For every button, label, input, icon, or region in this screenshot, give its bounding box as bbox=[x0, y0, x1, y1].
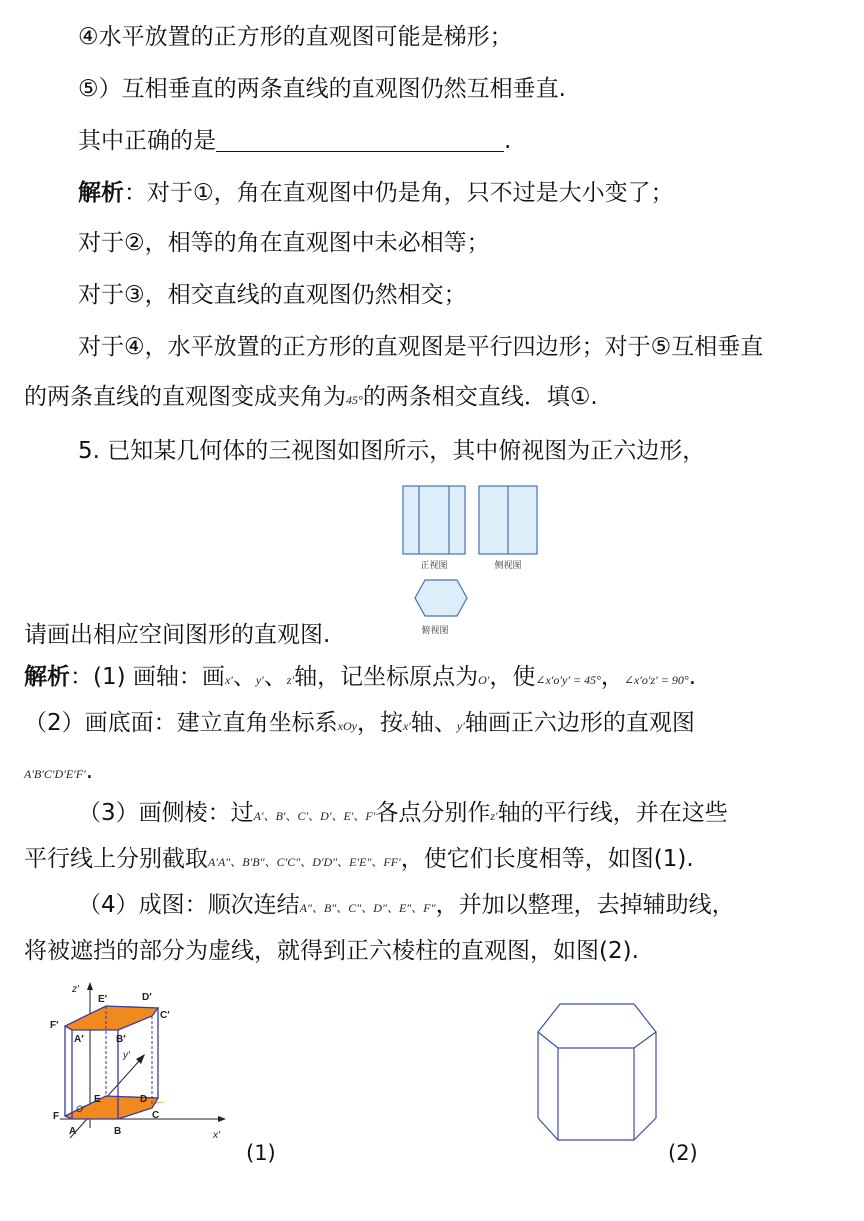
line-analysis-2: 对于②，相等的角在直观图中未必相等； bbox=[78, 230, 490, 256]
line-problem-5-end: 请画出相应空间图形的直观图. bbox=[24, 622, 331, 648]
front-view bbox=[403, 486, 465, 554]
side-view-label: 侧视图 bbox=[494, 560, 522, 570]
line-solution-2: （2）画底面：建立直角坐标系xOy，按x′轴、y′轴画正六边形的直观图 bbox=[24, 710, 695, 736]
z-axis-arrow-icon bbox=[87, 982, 93, 990]
top-view-hexagon bbox=[415, 580, 467, 616]
label-top-f: F′ bbox=[50, 1020, 59, 1031]
label-bottom-e: E bbox=[94, 1094, 101, 1105]
figure-2-caption: (2) bbox=[668, 1141, 698, 1165]
top-hexagon bbox=[65, 1006, 158, 1030]
label-bottom-c: C bbox=[152, 1110, 160, 1121]
side-view bbox=[479, 486, 537, 554]
label-top-c: C′ bbox=[160, 1010, 170, 1021]
front-view-label: 正视图 bbox=[420, 560, 448, 570]
prism-bottom-edges bbox=[538, 1118, 656, 1140]
label-top-a: A′ bbox=[74, 1034, 84, 1045]
label-bottom-f: F bbox=[53, 1111, 60, 1122]
line-solution-4b: 将被遮挡的部分为虚线，就得到正六棱柱的直观图，如图(2). bbox=[24, 938, 639, 964]
prism-top-face bbox=[538, 1004, 656, 1048]
line-solution-1: 解析：(1) 画轴：画x′、y′、z′轴，记坐标原点为O′，使∠x′o′y′ = 45°，∠x′o′z′ = 90°. bbox=[24, 664, 697, 690]
three-views-figure bbox=[395, 478, 555, 643]
top-view-label: 俯视图 bbox=[421, 625, 449, 635]
figure-1-caption: (1) bbox=[246, 1141, 276, 1165]
line-solution-3b: 平行线上分别截取A′A″、B′B″、C′C″、D′D″、E′E″、FF′，使它们长度相等，如图(1). bbox=[24, 846, 694, 872]
label-top-b: B′ bbox=[116, 1034, 126, 1045]
label-bottom-b: B bbox=[114, 1126, 122, 1137]
line-question: 其中正确的是 . bbox=[78, 128, 512, 154]
z-axis-label: z′ bbox=[72, 984, 79, 995]
line-analysis-4: 对于④，水平放置的正方形的直观图是平行四边形；对于⑤互相垂直 bbox=[78, 334, 764, 360]
answer-blank bbox=[216, 129, 504, 152]
y-axis-label: y′ bbox=[123, 1050, 130, 1061]
label-bottom-a: A bbox=[69, 1126, 77, 1137]
label-top-d: D′ bbox=[142, 992, 152, 1003]
line-analysis-1: 解析：对于①，角在直观图中仍是角，只不过是大小变了； bbox=[78, 180, 674, 206]
line-solution-4: （4）成图：顺次连结A″、B″、C″、D″、E″、F″，并加以整理，去掉辅助线， bbox=[78, 892, 735, 918]
x-axis-arrow-icon bbox=[218, 1116, 226, 1122]
line-analysis-3: 对于③，相交直线的直观图仍然相交； bbox=[78, 282, 467, 308]
label-origin: O′ bbox=[76, 1104, 85, 1114]
line-statement-4: ④水平放置的正方形的直观图可能是梯形； bbox=[78, 24, 513, 50]
figure-1-construction bbox=[50, 978, 240, 1148]
line-solution-2b: A′B′C′D′E′F′. bbox=[24, 758, 94, 784]
figure-2-prism bbox=[520, 990, 680, 1150]
line-problem-5: 5. 已知某几何体的三视图如图所示，其中俯视图为正六边形， bbox=[78, 438, 706, 464]
line-solution-3: （3）画侧棱：过A′、B′、C′、D′、E′、F′各点分别作z′轴的平行线，并在这些 bbox=[78, 800, 728, 826]
x-axis-label: x′ bbox=[213, 1130, 220, 1141]
line-statement-5: ⑤）互相垂直的两条直线的直观图仍然互相垂直. bbox=[78, 76, 566, 102]
line-analysis-5: 的两条直线的直观图变成夹角为45°的两条相交直线．填①. bbox=[24, 384, 598, 410]
label-top-e: E′ bbox=[98, 994, 108, 1005]
label-bottom-d: D bbox=[140, 1094, 148, 1105]
